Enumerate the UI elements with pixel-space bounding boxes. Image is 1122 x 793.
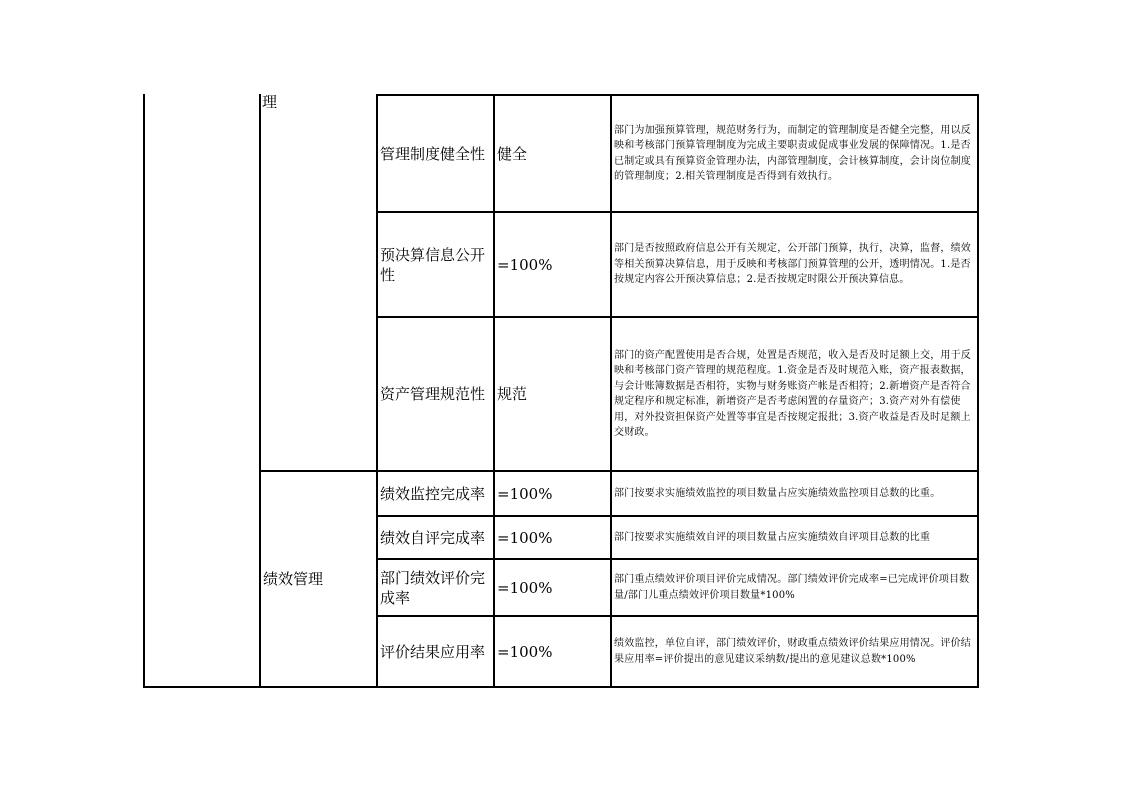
description-cell: 绩效监控，单位自评，部门绩效评价，财政重点绩效评价结果应用情况。评价结果应用率=评价提出的意见建议采纳数/提出的意见建议总数*100% xyxy=(614,638,971,665)
column-divider xyxy=(376,94,378,688)
description-cell: 部门按要求实施绩效自评的项目数量占应实施绩效自评项目总数的比重 xyxy=(614,531,931,543)
indicator-cell: 预决算信息公开性 xyxy=(380,245,486,284)
value-cell: =100% xyxy=(497,484,553,503)
indicator-cell: 绩效自评完成率 xyxy=(380,528,486,547)
indicator-cell: 绩效监控完成率 xyxy=(380,484,486,503)
table-border-bottom xyxy=(143,686,979,688)
description-cell: 部门按要求实施绩效监控的项目数量占应实施绩效监控项目总数的比重。 xyxy=(614,487,941,499)
indicator-cell: 评价结果应用率 xyxy=(380,642,486,661)
description-cell: 部门为加强预算管理，规范财务行为，而制定的管理制度是否健全完整，用以反映和考核部门预算管理制度为完成主要职责或促成事业发展的保障情况。1.是否已制定或具有预算资金管理办法，内部管理制度，会计核算制度，会计岗位制度的管理制度；2.相关管理制度是否得到有效执行。 xyxy=(614,124,971,182)
description-cell: 部门重点绩效评价项目评价完成情况。部门绩效评价完成率=已完成评价项目数量/部门儿重点绩效评价项目数量*100% xyxy=(614,574,970,601)
table-border-right xyxy=(977,94,979,688)
indicator-cell: 资产管理规范性 xyxy=(380,385,486,403)
value-cell: =100% xyxy=(497,528,553,547)
category-label-continued: 理 xyxy=(262,93,278,111)
value-cell: =100% xyxy=(497,255,553,274)
value-cell: 健全 xyxy=(497,144,528,163)
indicator-cell: 管理制度健全性 xyxy=(380,144,486,163)
description-cell: 部门是否按照政府信息公开有关规定，公开部门预算，执行，决算，监督，绩效等相关预算决算信息，用于反映和考核部门预算管理的公开，透明情况。1.是否按规定内容公开预决算信息；2.是否按规定时限公开预决算信息。 xyxy=(614,243,971,286)
group-label: 绩效管理 xyxy=(263,570,324,588)
value-cell: 规范 xyxy=(497,385,528,403)
value-cell: =100% xyxy=(497,578,553,597)
value-cell: =100% xyxy=(497,642,553,661)
column-divider xyxy=(259,94,261,688)
column-divider xyxy=(493,94,495,688)
column-divider xyxy=(610,94,612,688)
indicator-cell: 部门绩效评价完成率 xyxy=(380,568,486,607)
table-border-left xyxy=(143,94,145,688)
description-cell: 部门的资产配置使用是否合规，处置是否规范，收入是否及时足额上交，用于反映和考核部门资产管理的规范程度。1.资金是否及时规范入账，资产报表数据，与会计账簿数据是否相符，实物与财务账资产帐是否相符；2.新增资产是否符合规定程序和规定标准，新增资产是否考虑闲置的存量资产；3.资产对外有偿使用，对外投资担保资产处置等事宜是否按规定报批；3.资产收益是否及时足额上交财政。 xyxy=(614,349,971,438)
